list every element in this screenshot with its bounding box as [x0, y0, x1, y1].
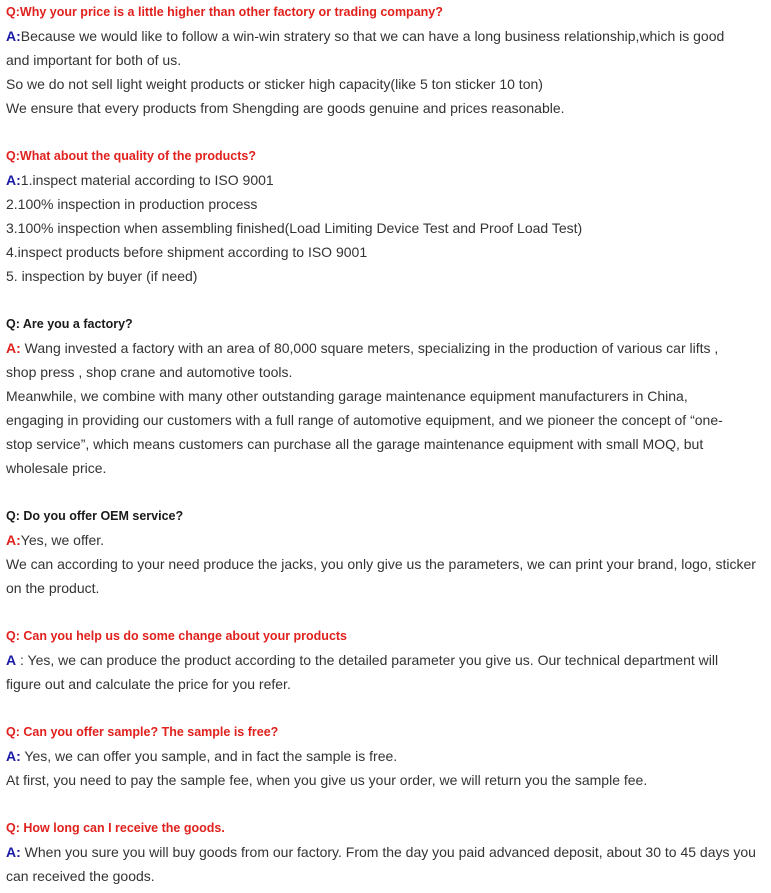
faq-item-oem	[6, 504, 765, 600]
question-prefix: Q:	[6, 5, 20, 19]
answer-prefix: A:	[6, 532, 21, 548]
answer-line: We can according to your need produce the jacks, you only give us the parameters, we can print your brand, logo, sticker	[6, 556, 756, 572]
answer-line: 3.100% inspection when assembling finished(Load Limiting Device Test and Proof Load Test)	[6, 220, 583, 236]
answer-prefix: A	[6, 652, 17, 668]
answer-line: 5. inspection by buyer (if need)	[6, 268, 198, 284]
question-oem	[6, 504, 765, 528]
question-text: Can you help us do some change about your products	[19, 629, 348, 643]
question-text: Why your price is a little higher than other factory or trading company?	[19, 5, 443, 19]
answer-line: 4.inspect products before shipment according to ISO 9001	[6, 244, 368, 260]
answer-text: When you sure you will buy goods from our factory. From the day you paid advanced deposit, about 30 to 45 days you	[20, 844, 756, 860]
question-text: Can you offer sample? The sample is free?	[19, 725, 279, 739]
answer-line: on the product.	[6, 580, 100, 596]
answer-first-line	[6, 648, 765, 672]
answer-text: : Yes, we can produce the product according to the detailed parameter you give us. Our technical department will	[16, 652, 719, 668]
answer-first-line	[6, 168, 765, 192]
question-delivery	[6, 816, 765, 840]
answer-line: So we do not sell light weight products or sticker high capacity(like 5 ton sticker 10 ton)	[6, 76, 543, 92]
answer-text: Yes, we offer.	[20, 532, 105, 548]
answer-line: 2.100% inspection in production process	[6, 196, 258, 212]
answer-text: Yes, we can offer you sample, and in fact the sample is free.	[20, 748, 398, 764]
answer-prefix: A:	[6, 28, 21, 44]
answer-first-line	[6, 528, 765, 552]
answer-line: We ensure that every products from Shengding are goods genuine and prices reasonable.	[6, 100, 565, 116]
question-text: Do you offer OEM service?	[19, 509, 184, 523]
question-prefix: Q:	[6, 821, 20, 835]
answer-line: At first, you need to pay the sample fee, when you give us your order, we will return you the sample fee.	[6, 772, 648, 788]
faq-item-quality	[6, 144, 765, 288]
faq-item-delivery	[6, 816, 765, 888]
answer-prefix: A:	[6, 172, 21, 188]
question-price	[6, 0, 765, 24]
answer-text: Wang invested a factory with an area of 80,000 square meters, specializing in the production of various car lifts ,	[20, 340, 719, 356]
answer-text: Because we would like to follow a win-win stratery so that we can have a long business relationship,which is good	[20, 28, 725, 44]
question-prefix: Q:	[6, 725, 20, 739]
answer-text: 1.inspect material according to ISO 9001	[20, 172, 274, 188]
faq-item-customization	[6, 624, 765, 696]
spacer	[6, 288, 765, 312]
answer-line: engaging in providing our customers with a full range of automotive equipment, and we pioneer the concept of “one-	[6, 412, 723, 428]
question-sample	[6, 720, 765, 744]
question-prefix: Q:	[6, 317, 20, 331]
question-prefix: Q:	[6, 509, 20, 523]
answer-first-line	[6, 744, 765, 768]
spacer	[6, 696, 765, 720]
question-factory	[6, 312, 765, 336]
faq-item-factory	[6, 312, 765, 480]
answer-prefix: A:	[6, 844, 21, 860]
answer-first-line	[6, 840, 765, 864]
answer-line: stop service”, which means customers can purchase all the garage maintenance equipment with small MOQ, but	[6, 436, 704, 452]
question-customization	[6, 624, 765, 648]
spacer	[6, 480, 765, 504]
question-prefix: Q:	[6, 629, 20, 643]
answer-prefix: A:	[6, 340, 21, 356]
spacer	[6, 120, 765, 144]
question-text: How long can I receive the goods.	[19, 821, 225, 835]
answer-line: wholesale price.	[6, 460, 107, 476]
answer-prefix: A:	[6, 748, 21, 764]
faq-item-sample	[6, 720, 765, 792]
question-text: Are you a factory?	[19, 317, 133, 331]
answer-line: can received the goods.	[6, 868, 155, 884]
answer-line: and important for both of us.	[6, 52, 182, 68]
answer-line: Meanwhile, we combine with many other outstanding garage maintenance equipment manufacturers in China,	[6, 388, 688, 404]
spacer	[6, 600, 765, 624]
question-prefix: Q:	[6, 149, 20, 163]
spacer	[6, 792, 765, 816]
answer-first-line	[6, 24, 765, 48]
answer-line: shop press , shop crane and automotive tools.	[6, 364, 293, 380]
answer-line: figure out and calculate the price for you refer.	[6, 676, 291, 692]
faq-item-price	[6, 0, 765, 120]
answer-first-line	[6, 336, 765, 360]
question-text: What about the quality of the products?	[19, 149, 256, 163]
question-quality	[6, 144, 765, 168]
